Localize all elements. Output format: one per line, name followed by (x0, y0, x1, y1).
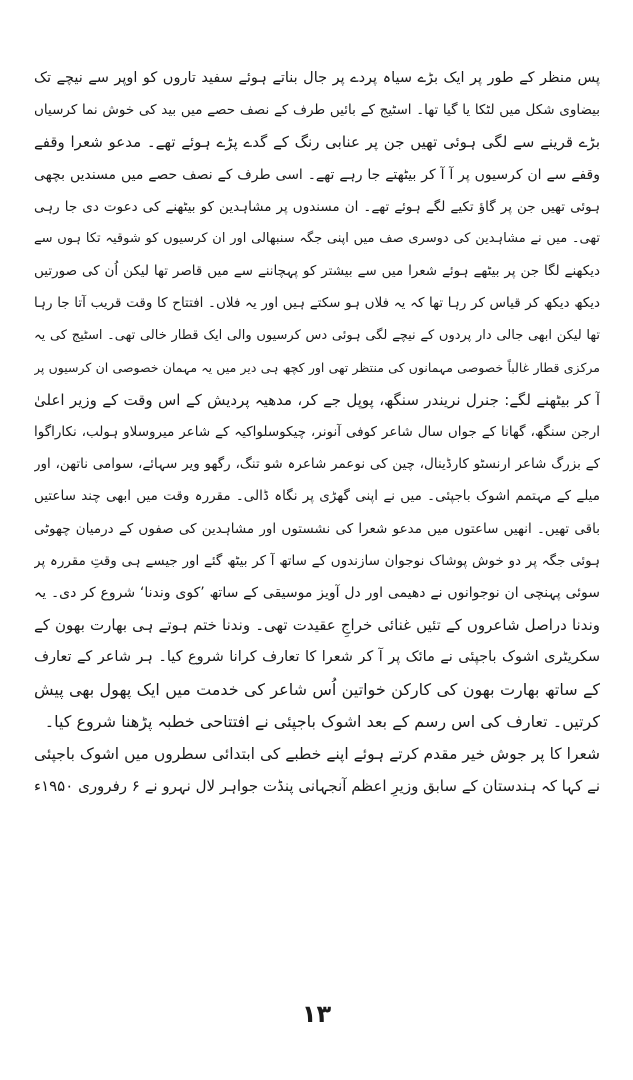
text-line: بیضاوی شکل میں لٹکا یا گیا تھا۔ اسٹیج کے بائیں طرف کے نصف حصے میں بید کی خوش نما کرسیاں (34, 102, 600, 119)
text-line: میلے کے مہتمم اشوک باجپئی۔ میں نے اپنی گھڑی پر نگاہ ڈالی۔ مقررہ وقت میں ابھی چند ساعتیں (34, 488, 600, 505)
text-line: سکریٹری اشوک باجپئی نے مائک پر آ کر شعرا کا تعارف کرانا شروع کیا۔ ہر شاعر کے تعارف (34, 649, 600, 666)
text-line: وقفے سے ان کرسیوں پر آ آ کر بیٹھتے جا رہے تھے۔ اسی طرف کے نصف حصے میں مسندیں بچھی (34, 166, 600, 183)
text-line: کے بزرگ شاعر ارنسٹو کارڈینال، چین کی نوعمر شاعرہ شو تنگ، رگھو ویر سہائے، سوامی ناتھن، اور (34, 456, 600, 473)
text-line: کرتیں۔ تعارف کی اس رسم کے بعد اشوک باجپئی نے افتتاحی خطبہ پڑھنا شروع کیا۔ (44, 711, 600, 731)
text-line: پس منظر کے طور پر ایک بڑے سیاہ پردے پر جال بناتے ہوئے سفید تاروں کو اوپر سے نیچے تک (34, 70, 600, 86)
text-line: تھی۔ میں نے مشاہدین کی دوسری صف میں اپنی جگہ سنبھالی اور ان کرسیوں کو شوقیہ تکا ہوں سے (34, 230, 600, 246)
page-number: ۱۳ (301, 1000, 332, 1028)
body-text (34, 62, 600, 802)
text-line: بڑے قرینے سے لگی ہوئی تھیں جن پر عنابی رنگ کے گدے پڑے ہوئے تھے۔ مدعو شعرا وقفے (34, 133, 600, 152)
text-line: سوئی پہنچی ان نوجوانوں نے دھیمی اور دل آویز موسیقی کے ساتھ ’کوی وندنا‘ شروع کر دی۔ یہ (34, 585, 600, 601)
text-line: باقی تھیں۔ انھیں ساعتوں میں مدعو شعرا کی نشستوں اور مشاہدین کی صفوں کے درمیان چھوٹی (34, 520, 600, 537)
text-line: آ کر بیٹھنے لگے: جنرل نریندر سنگھ، پوپل جے کر، مدھیہ پردیش کے اس وقت کے وزیر اعلیٰ (34, 390, 600, 409)
text-line: نے کہا کہ ہندستان کے سابق وزیرِ اعظم آنجہانی پنڈت جواہر لال نہرو نے ۶ رفروری ۱۹۵۰ء (34, 777, 600, 796)
text-line: دیکھ دیکھ کر قیاس کر رہا تھا کہ یہ فلاں ہو سکتے ہیں اور یہ فلاں۔ افتتاح کا وقت قریب آتا جا رہا (34, 295, 600, 312)
text-line: ارجن سنگھ، گھانا کے جواں سال شاعر کوفی آنونر، چیکوسلواکیہ کے شاعر میروسلاو ہولب، نکاراگوا (34, 424, 600, 441)
text-line: تھا لیکن ابھی جالی دار پردوں کے نیچے لگی ہوئی دس کرسیوں والی ایک قطار خالی تھی۔ اسٹیج کی یہ (34, 327, 600, 343)
text-line: مرکزی قطار غالباً خصوصی مہمانوں کی منتظر تھی اور کچھ ہی دیر میں یہ مہمان خصوصی ان کرسیوں پر (34, 359, 600, 375)
text-line: دیکھنے لگا جن پر بیٹھے ہوئے شعرا میں سے بیشتر کو پہچاننے سے میں قاصر تھا لیکن اُن کی صورتیں (34, 263, 600, 280)
text-line: کے ساتھ بھارت بھون کی کارکن خواتین اُس شاعر کی خدمت میں ایک پھول بھی پیش (34, 679, 600, 699)
text-line: ہوئی تھیں جن پر گاؤ تکیے لگے ہوئے تھے۔ ان مسندوں پر مشاہدین کو بیٹھنے کی دعوت دی جا رہی (34, 198, 600, 215)
text-line: شعرا کا پر جوش خیر مقدم کرتے ہوئے اپنے خطبے کی ابتدائی سطروں میں اشوک باجپئی (34, 744, 600, 763)
text-line: ہوئی جگہ پر دو خوش پوشاک نوجوان سازندوں کے ساتھ آ کر بیٹھ گئے اور جیسے ہی وقتِ مقررہ پر (34, 552, 600, 569)
text-line: وندنا دراصل شاعروں کے تئیں غنائی خراجِ عقیدت تھی۔ وندنا ختم ہوتے ہی بھارت بھون کے (34, 616, 600, 635)
